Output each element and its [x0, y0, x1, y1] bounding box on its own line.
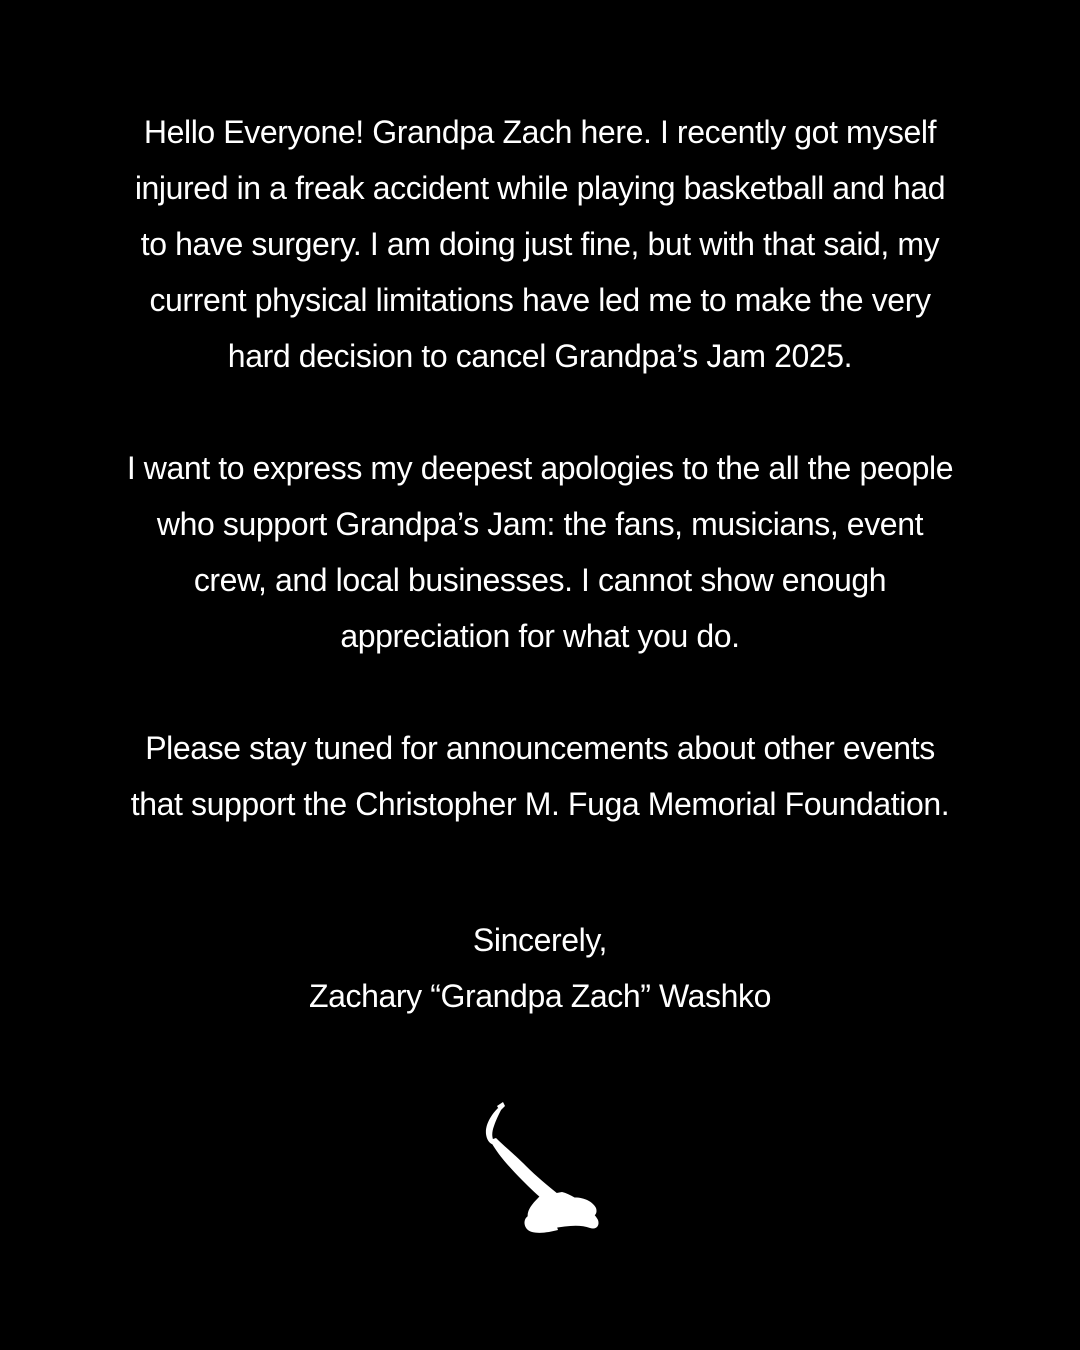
text-line: crew, and local businesses. I cannot show enough — [193, 562, 887, 598]
text-line: who support Grandpa’s Jam: the fans, musicians, event — [156, 506, 924, 542]
text-line: Hello Everyone! Grandpa Zach here. I recently got myself — [143, 114, 937, 150]
closing-signature — [80, 912, 1000, 1024]
text-line: injured in a freak accident while playing basketball and had — [134, 170, 946, 206]
paragraph-cancellation — [80, 104, 1000, 384]
text-line: hard decision to cancel Grandpa’s Jam 2025. — [227, 338, 853, 374]
signature-name: Zachary “Grandpa Zach” Washko — [308, 978, 772, 1014]
text-line: that support the Christopher M. Fuga Memorial Foundation. — [130, 786, 950, 822]
paragraph-apology — [80, 440, 1000, 664]
paragraph-stay-tuned — [80, 720, 1000, 832]
text-line: I want to express my deepest apologies to the all the people — [126, 450, 954, 486]
text-line: Please stay tuned for announcements about other events — [145, 730, 935, 766]
sign-off: Sincerely, — [472, 922, 608, 958]
text-line: to have surgery. I am doing just fine, but with that said, my — [140, 226, 940, 262]
text-line: appreciation for what you do. — [340, 618, 740, 654]
text-line: current physical limitations have led me to make the very — [149, 282, 931, 318]
saxophone-icon — [470, 1100, 610, 1250]
